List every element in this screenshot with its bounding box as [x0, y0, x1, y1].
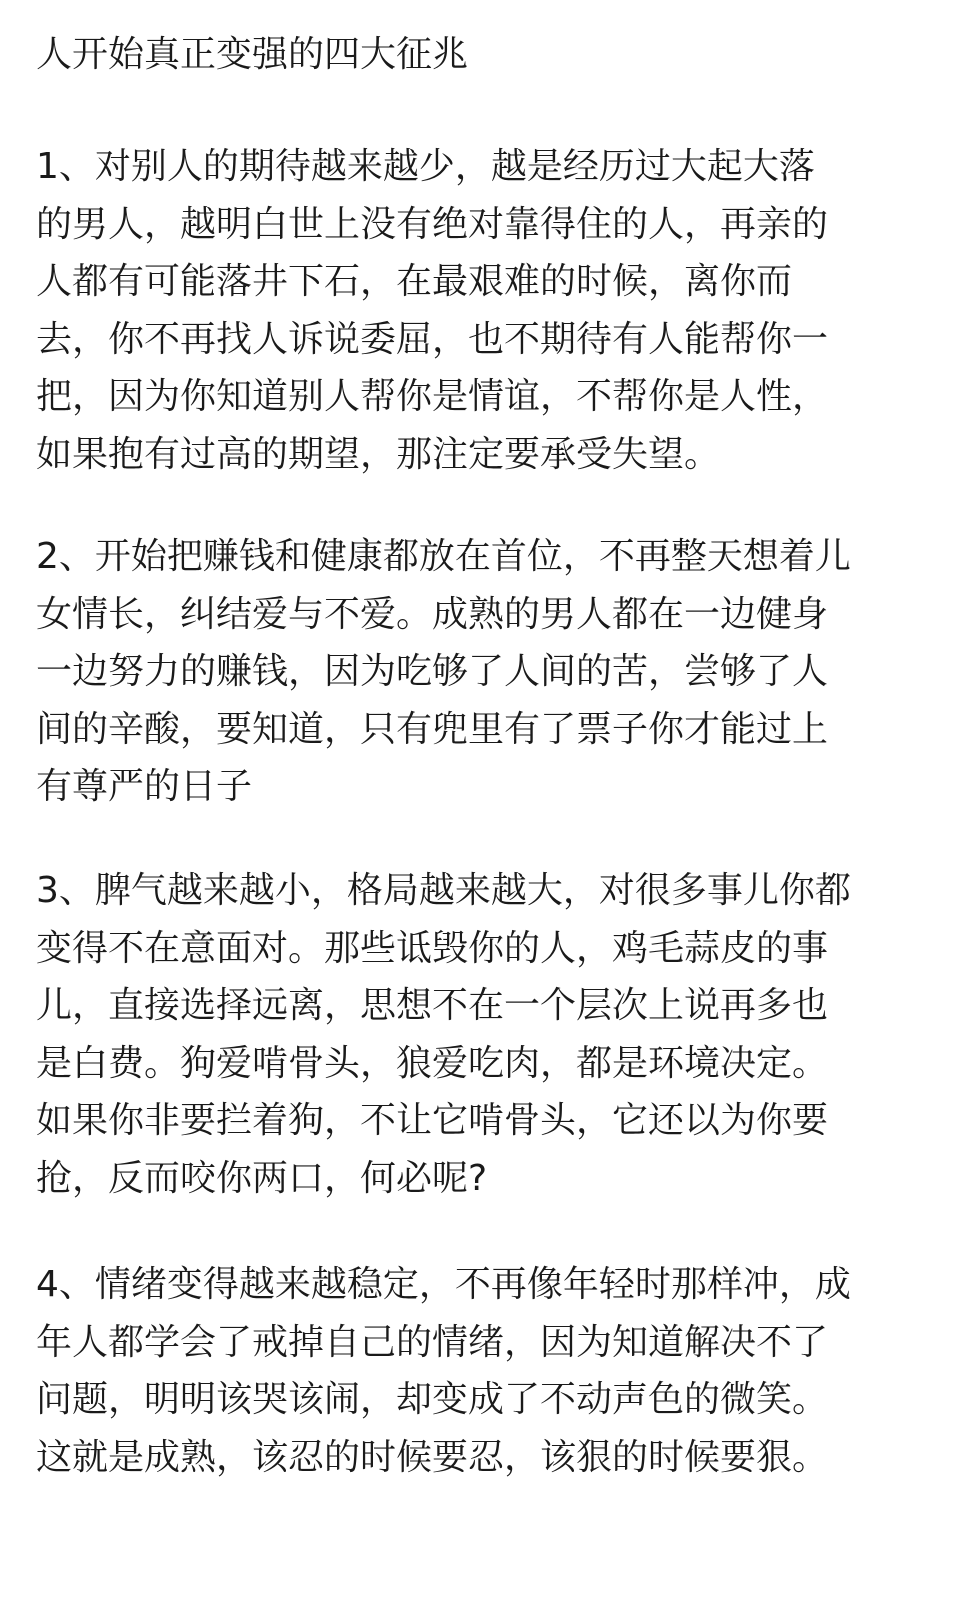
paragraph-line: 有尊严的日子: [36, 766, 253, 807]
paragraph-line: 是白费。狗爱啃骨头，狼爱吃肉，都是环境决定。: [36, 1042, 829, 1084]
paragraph-line: 1、对别人的期待越来越少，越是经历过大起大落: [36, 146, 815, 187]
paragraph-line: 的男人，越明白世上没有绝对靠得住的人，再亲的: [36, 203, 829, 245]
paragraph-line: 去，你不再找人诉说委屈，也不期待有人能帮你一: [36, 318, 829, 360]
paragraph-3: [36, 862, 956, 1207]
paragraph-line: 年人都学会了戒掉自己的情绪，因为知道解决不了: [36, 1321, 829, 1363]
article-title: 人开始真正变强的四大征兆: [36, 34, 469, 75]
paragraph-4: [36, 1256, 956, 1486]
paragraph-line: 3、脾气越来越小，格局越来越大，对很多事儿你都: [36, 870, 851, 911]
paragraph-line: 问题，明明该哭该闹，却变成了不动声色的微笑。: [36, 1379, 829, 1420]
paragraph-line: 这就是成熟，该忍的时候要忍，该狠的时候要狠。: [36, 1436, 829, 1478]
paragraph-line: 2、开始把赚钱和健康都放在首位，不再整天想着儿: [36, 536, 851, 577]
paragraph-line: 一边努力的赚钱，因为吃够了人间的苦，尝够了人: [36, 651, 829, 692]
paragraph-2: [36, 528, 956, 816]
paragraph-line: 间的辛酸，要知道，只有兜里有了票子你才能过上: [36, 708, 829, 750]
paragraph-1: [36, 138, 956, 483]
paragraph-line: 儿，直接选择远离，思想不在一个层次上说再多也: [36, 985, 829, 1026]
paragraph-line: 变得不在意面对。那些诋毁你的人，鸡毛蒜皮的事: [36, 927, 829, 969]
paragraph-line: 人都有可能落井下石，在最艰难的时候，离你而: [36, 261, 793, 302]
paragraph-line: 如果你非要拦着狗，不让它啃骨头，它还以为你要: [36, 1100, 829, 1141]
paragraph-line: 如果抱有过高的期望，那注定要承受失望。: [36, 433, 721, 475]
paragraph-line: 抢，反而咬你两口，何必呢?: [36, 1157, 488, 1199]
paragraph-line: 4、情绪变得越来越稳定，不再像年轻时那样冲，成: [36, 1264, 851, 1305]
paragraph-line: 女情长，纠结爱与不爱。成熟的男人都在一边健身: [36, 593, 829, 635]
paragraph-line: 把，因为你知道别人帮你是情谊，不帮你是人性，: [36, 376, 829, 417]
